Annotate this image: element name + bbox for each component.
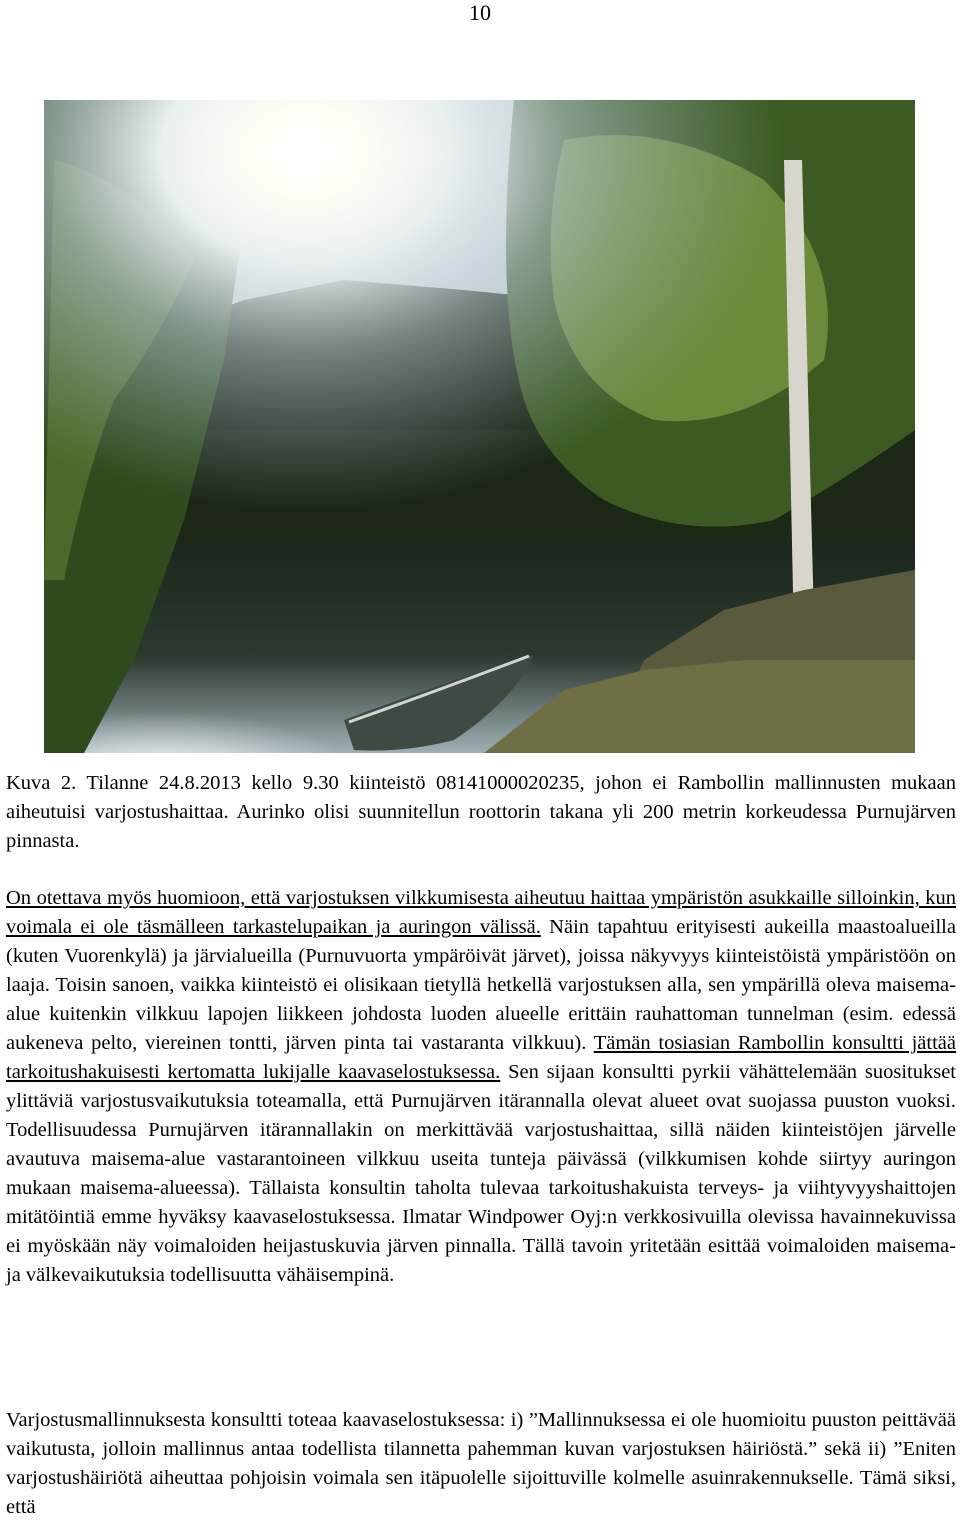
underlined-statement-1: On otettava myös huomioon, että varjostuksen vilkkumisesta aiheutuu haittaa ympäristön asukkaille silloinkin, kun voimala ei ole täsmälleen tarkastelupaikan ja auringon välissä. [6, 887, 956, 938]
lake-photo [44, 100, 915, 753]
paragraph-1-text-a: Näin tapahtuu erityisesti aukeilla maastoalueilla (kuten Vuorenkylä) ja järvialueilla (Purnuvuorta ympäröivät järvet), joissa näkyvyys kiinteistöistä ympäristöön on laaja. Toisin sanoen, vaikka kiinteistö ei olisikaan tietyllä hetkellä varjostuksen alla, sen ympärillä oleva maisema-alue kuitenkin vilkkuu lapojen liikkeen johdosta luoden alueelle erittäin rauhattoman tunnelman (esim. edessä aukeneva pelto, viereinen tontti, järven pinta tai vastaranta vilkkuu). [6, 916, 956, 1054]
paragraph-1-text-b: Sen sijaan konsultti pyrkii vähättelemään suositukset ylittäviä varjostusvaikutuksia toteamalla, että Purnujärven itärannalla olevat alueet ovat suojassa puuston vuoksi. Todellisuudessa Purnujärven itärannallakin on merkittävää varjostushaittaa, sillä näiden kiinteistöjen järvelle avautuva maisema-alue vastarantoineen vilkkuu useita tunteja päivässä (vilkkumisen kohde siirtyy auringon mukaan maisema-alueessa). Tällaista konsultin taholta tulevaa tarkoitushakuista terveys- ja viihtyvyyshaittojen mitätöintiä emme hyväksy kaavaselostuksessa. Ilmatar Windpower Oyj:n verkkosivuilla olevissa havainnekuvissa ei myöskään näy voimaloiden heijastuskuvia järven pinnalla. Tällä tavoin yritetään esittää voimaloiden maisema- ja välkevaikutuksia todellisuutta vähäisempinä. [6, 1061, 956, 1286]
paragraph-2: Varjostusmallinnuksesta konsultti toteaa kaavaselostuksessa: i) ”Mallinnuksessa ei ole huomioitu puuston peittävää vaikutusta, jolloin mallinnus antaa todellista tilannetta pahemman kuvan varjostuksen häiriöstä.” sekä ii) ”Eniten varjostushäiriötä aiheuttaa pohjoisin voimala sen itäpuolelle sijoittuville kolmelle asuinrakennukselle. Tämä siksi, että [6, 1409, 956, 1518]
underlined-statement-2: Tämän tosiasian Rambollin konsultti jättää tarkoitushakuisesti kertomatta lukijalle kaavaselostuksessa. [6, 1032, 956, 1083]
figure-caption: Kuva 2. Tilanne 24.8.2013 kello 9.30 kiinteistö 08141000020235, johon ei Rambollin mallinnusten mukaan aiheutuisi varjostushaittaa. Aurinko olisi suunnitellun roottorin takana yli 200 metrin korkeudessa Purnujärven pinnasta. [6, 772, 956, 852]
paragraph-1 [6, 884, 956, 1290]
page-number: 10 [469, 0, 491, 25]
